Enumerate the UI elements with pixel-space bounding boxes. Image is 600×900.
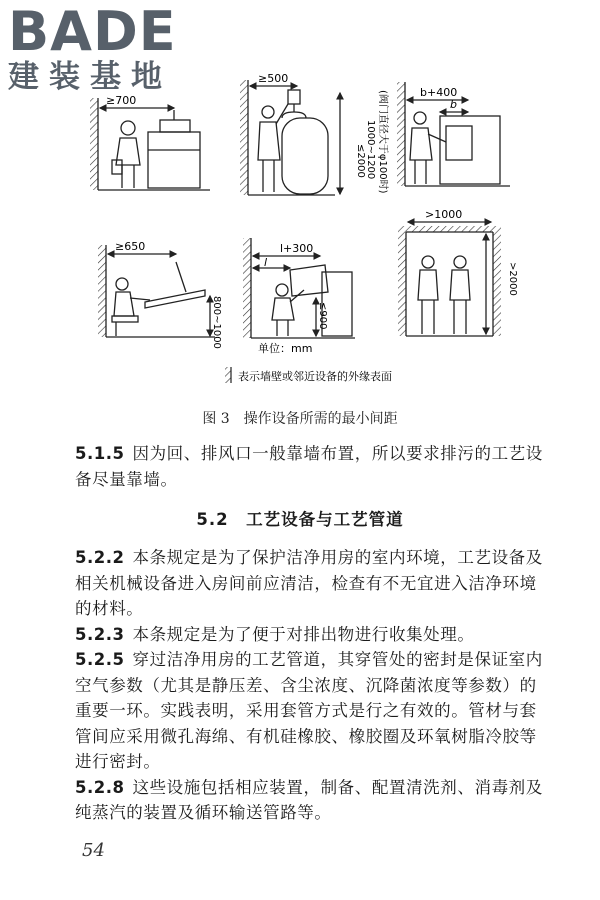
clause-text: 本条规定是为了保护洁净用房的室内环境，工艺设备及相关机械设备进入房间前应清洁，检查有不无宜进入洁净环境的材料。 [75, 548, 543, 618]
dim-p2-note: (阀门直径大于φ100时) [377, 90, 388, 194]
figure-caption: 图 3 操作设备所需的最小间距 [202, 411, 398, 427]
clause-number: 5.2.5 [75, 650, 125, 669]
clause-5-1-5 [75, 441, 545, 492]
dim-p6-height: >2000 [507, 262, 518, 296]
legend-hatch-icon [225, 367, 231, 383]
clause-number: 5.2.3 [75, 624, 125, 644]
clause-number: 5.2.8 [75, 777, 125, 797]
dim-p3-clearance: b+400 [420, 86, 458, 99]
panel-4-seated-operator [98, 245, 215, 337]
legend-text: 表示墙壁或邻近设备的外缘表面 [238, 370, 392, 383]
dim-p2-range: 1000~1200 [365, 120, 376, 180]
dim-p6-clearance: >1000 [425, 208, 463, 221]
dim-p1-clearance: ≥700 [106, 94, 137, 107]
dim-p4-clearance: ≥650 [115, 240, 146, 253]
logo-subtitle: 建装基地 [8, 59, 172, 95]
clause-5-2-3 [75, 622, 545, 648]
dim-p5-l: l [264, 256, 268, 269]
clause-5-2-8 [75, 775, 545, 826]
logo-brand: BADE [8, 0, 177, 63]
clause-list [75, 545, 545, 826]
dim-p5-height: ≤900 [317, 302, 328, 330]
clause-number: 5.1.5 [75, 444, 125, 463]
dim-p5-clearance: l+300 [280, 242, 314, 255]
clause-5-2-5 [75, 647, 545, 775]
panel-6-passage [398, 222, 501, 336]
page-number: 54 [82, 840, 105, 861]
section-heading: 5.2 工艺设备与工艺管道 [196, 510, 404, 529]
clause-text: 因为回、排风口一般靠墙布置，所以要求排污的工艺设备尽量靠墙。 [75, 444, 543, 489]
unit-label: 单位：mm [258, 342, 313, 355]
panel-1-tank-operator [90, 98, 210, 190]
panel-2-vessel-operator [240, 80, 340, 195]
figure-3-diagram [0, 0, 600, 440]
clause-text: 这些设施包括相应装置，制备、配置清洗剂、消毒剂及纯蒸汽的装置及循环输送管路等。 [75, 777, 543, 822]
clause-text: 穿过洁净用房的工艺管道，其穿管处的密封是保证室内空气参数（尤其是静压差、含尘浓度、沉降菌浓度等参数）的重要一环。实践表明，采用套管方式是行之有效的。管材与套管间应采用微孔海绵、有机硅橡胶、橡胶圈及环氧树脂冷胶等进行密封。 [75, 650, 543, 771]
clause-5-2-2 [75, 545, 545, 622]
dim-p4-height: 800~1000 [211, 296, 222, 349]
dim-p2-clearance: ≥500 [258, 72, 289, 85]
dim-p3-b: b [450, 98, 457, 111]
clause-text: 本条规定是为了便于对排出物进行收集处理。 [132, 624, 475, 644]
dim-p2-height: ≤2000 [355, 144, 366, 178]
clause-number: 5.2.2 [75, 548, 125, 567]
